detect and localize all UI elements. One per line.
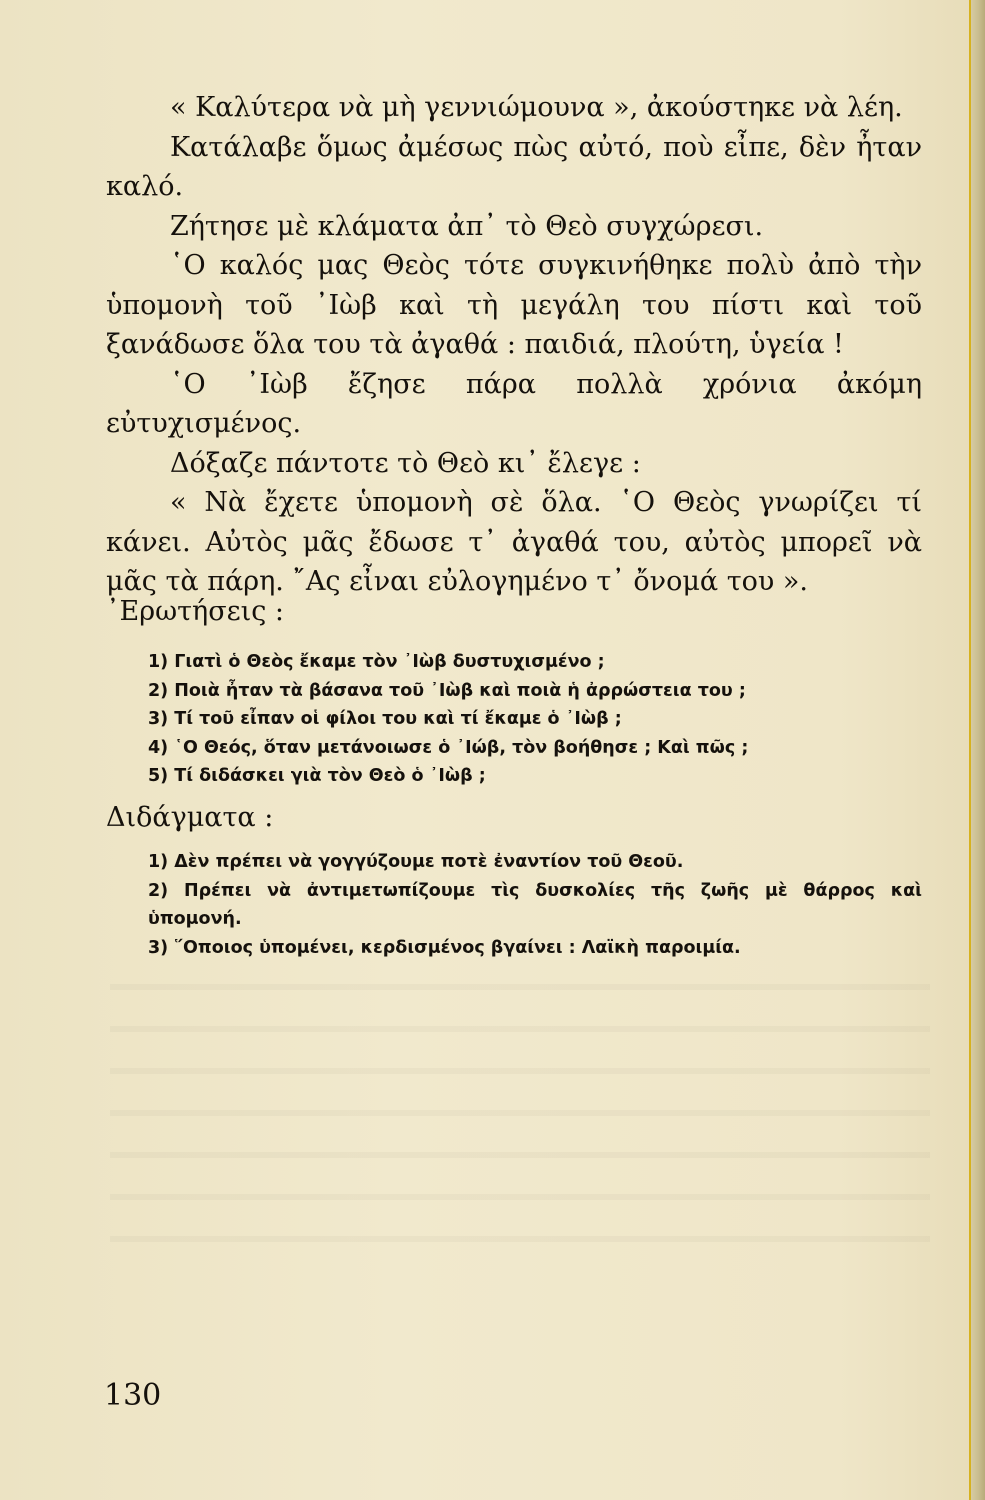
question-item: 2) Ποιὰ ἦταν τὰ βάσανα τοῦ ᾽Ιὼβ καὶ ποιὰ ἡ ἀρρώστεια του ; bbox=[148, 680, 746, 701]
paragraph: « Καλύτερα νὰ μὴ γεννιώμουνα », ἀκούστηκε νὰ λέη. bbox=[170, 92, 903, 123]
question-item: 3) Τί τοῦ εἶπαν οἱ φίλοι του καὶ τί ἔκαμε ὁ ᾽Ιὼβ ; bbox=[148, 709, 622, 729]
paragraph: ῾Ο καλός μας Θεὸς τότε συγκινήθηκε πολὺ ἀπὸ τὴν ὑπομονὴ τοῦ ᾽Ιὼβ καὶ τὴ μεγάλη του πίστι καὶ τοῦ ξανάδωσε ὅλα του τὰ ἀγαθά : παιδιά, πλούτη, ὑγεία ! bbox=[106, 250, 922, 360]
paragraph: Ζήτησε μὲ κλάματα ἀπ᾽ τὸ Θεὸ συγχώρεσι. bbox=[170, 210, 764, 242]
question-item: 1) Γιατὶ ὁ Θεὸς ἔκαμε τὸν ᾽Ιὼβ δυστυχισμένο ; bbox=[148, 652, 605, 672]
lesson-item: 2) Πρέπει νὰ ἀντιμετωπίζουμε τὶς δυσκολίες τῆς ζωῆς μὲ θάρρος καὶ ὑπομονή. bbox=[148, 880, 922, 929]
page-number: 130 bbox=[104, 1378, 162, 1413]
lesson-item: 3) ῞Οποιος ὑπομένει, κερδισμένος βγαίνει : Λαϊκὴ παροιμία. bbox=[148, 937, 741, 958]
page-edge-line bbox=[969, 0, 971, 1500]
lesson-item: 1) Δὲν πρέπει νὰ γογγύζουμε ποτὲ ἐναντίον τοῦ Θεοῦ. bbox=[148, 852, 684, 872]
story-text bbox=[106, 88, 922, 602]
paragraph: ῾Ο ᾽Ιὼβ ἔζησε πάρα πολλὰ χρόνια ἀκόμη εὐτυχισμένος. bbox=[106, 368, 922, 439]
lessons-list bbox=[106, 848, 922, 962]
questions-heading: ᾽Ερωτήσεις : bbox=[106, 596, 285, 627]
question-item: 5) Τί διδάσκει γιὰ τὸν Θεὸ ὁ ᾽Ιὼβ ; bbox=[148, 766, 486, 786]
questions-list bbox=[106, 648, 922, 791]
paragraph: « Νὰ ἔχετε ὑπομονὴ σὲ ὅλα. ῾Ο Θεὸς γνωρίζει τί κάνει. Αὐτὸς μᾶς ἔδωσε τ᾽ ἀγαθά του, αὐτὸς μπορεῖ νὰ μᾶς τὰ πάρη. ῎Ας εἶναι εὐλογημένο τ᾽ ὄνομά του ». bbox=[106, 487, 922, 597]
page-edge bbox=[969, 0, 985, 1500]
bleed-through-text bbox=[110, 960, 930, 1260]
lessons-heading: Διδάγματα : bbox=[106, 802, 274, 833]
question-item: 4) ῾Ο Θεός, ὅταν μετάνοιωσε ὁ ᾽Ιώβ, τὸν βοήθησε ; Καὶ πῶς ; bbox=[148, 737, 749, 758]
paragraph: Κατάλαβε ὅμως ἀμέσως πὼς αὐτό, ποὺ εἶπε, δὲν ἦταν καλό. bbox=[106, 131, 922, 202]
paragraph: Δόξαζε πάντοτε τὸ Θεὸ κι᾽ ἔλεγε : bbox=[170, 447, 641, 479]
